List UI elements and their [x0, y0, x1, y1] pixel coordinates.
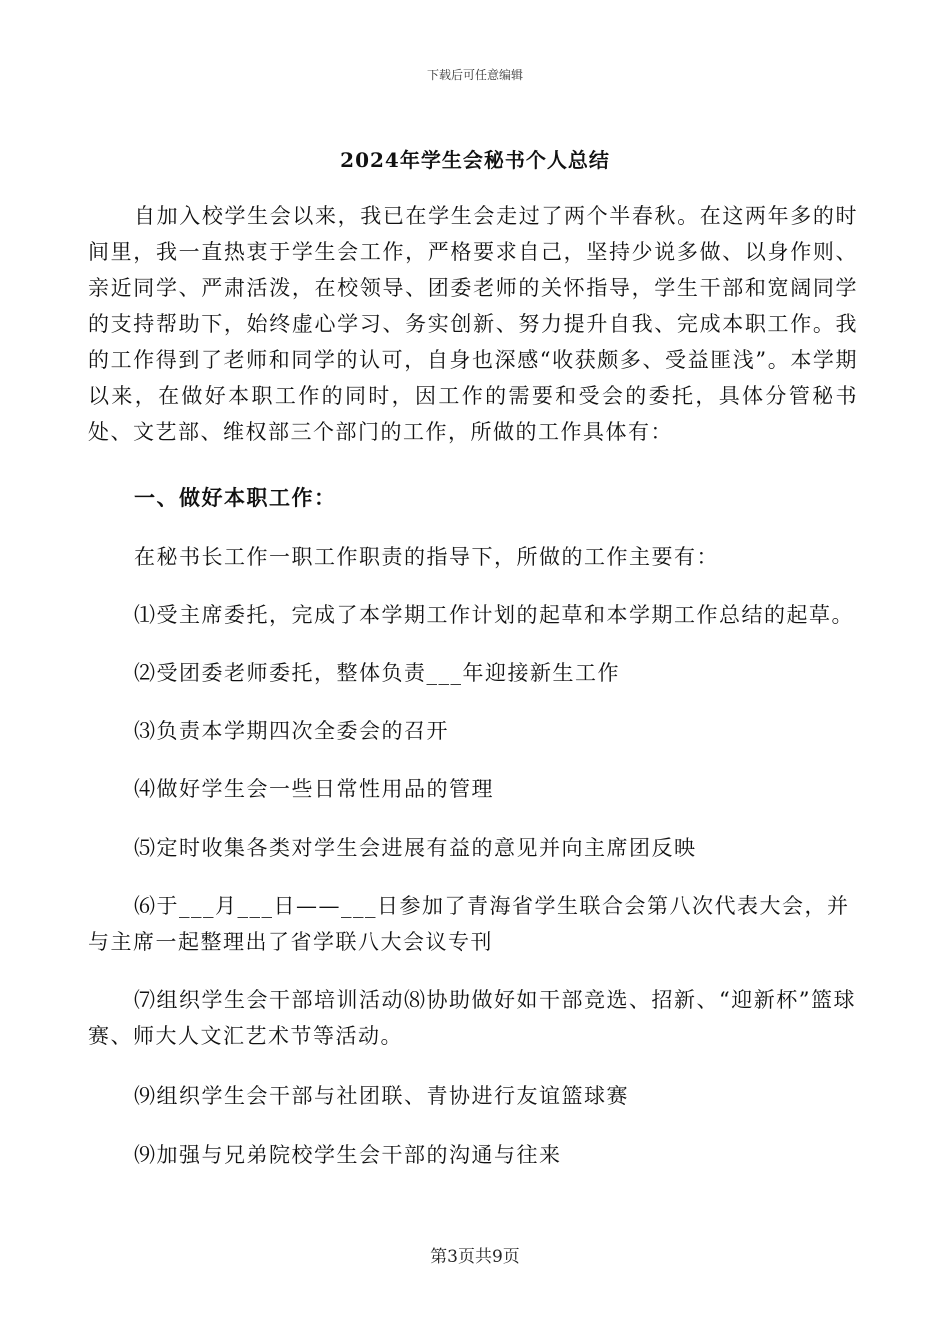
list-item: ⑺组织学生会干部培训活动⑻协助做好如干部竞选、招新、“迎新杯”篮球赛、师大人文汇艺术节等活动。 — [88, 988, 856, 1048]
section-lead: 在秘书长工作一职工作职责的指导下，所做的工作主要有： — [134, 545, 719, 569]
list-item: ⑴受主席委托，完成了本学期工作计划的起草和本学期工作总结的起草。 — [134, 603, 854, 627]
list-item: ⑹于___月___日——___日参加了青海省学生联合会第八次代表大会，并与主席一起整理出了省学联八大会议专刊 — [88, 894, 850, 954]
page-number: 第3页共9页 — [430, 1247, 520, 1267]
document-title: 2024年学生会秘书个人总结 — [340, 148, 610, 172]
header-note: 下载后可任意编辑 — [426, 68, 523, 82]
list-item: ⑼组织学生会干部与社团联、青协进行友谊篮球赛 — [134, 1084, 629, 1108]
list-item: ⑶负责本学期四次全委会的召开 — [134, 719, 449, 743]
list-item: ⑸定时收集各类对学生会进展有益的意见并向主席团反映 — [134, 836, 697, 860]
list-item: ⑷做好学生会一些日常性用品的管理 — [134, 777, 494, 801]
list-item: ⑼加强与兄弟院校学生会干部的沟通与往来 — [134, 1143, 562, 1167]
intro-paragraph: 自加入校学生会以来，我已在学生会走过了两个半春秋。在这两年多的时间里，我一直热衷于学生会工作，严格要求自己，坚持少说多做、以身作则、亲近同学、严肃活泼，在校领导、团委老师的关怀指导，学生干部和宽阔同学的支持帮助下，始终虚心学习、务实创新、努力提升自我、完成本职工作。我的工作得到了老师和同学的认可，自身也深感“收获颇多、受益匪浅”。本学期以来，在做好本职工作的同时，因工作的需要和受会的委托，具体分管秘书处、文艺部、维权部三个部门的工作，所做的工作具体有： — [88, 204, 858, 444]
section-heading: 一、做好本职工作： — [134, 485, 337, 510]
list-item: ⑵受团委老师委托，整体负责___年迎接新生工作 — [134, 661, 620, 685]
